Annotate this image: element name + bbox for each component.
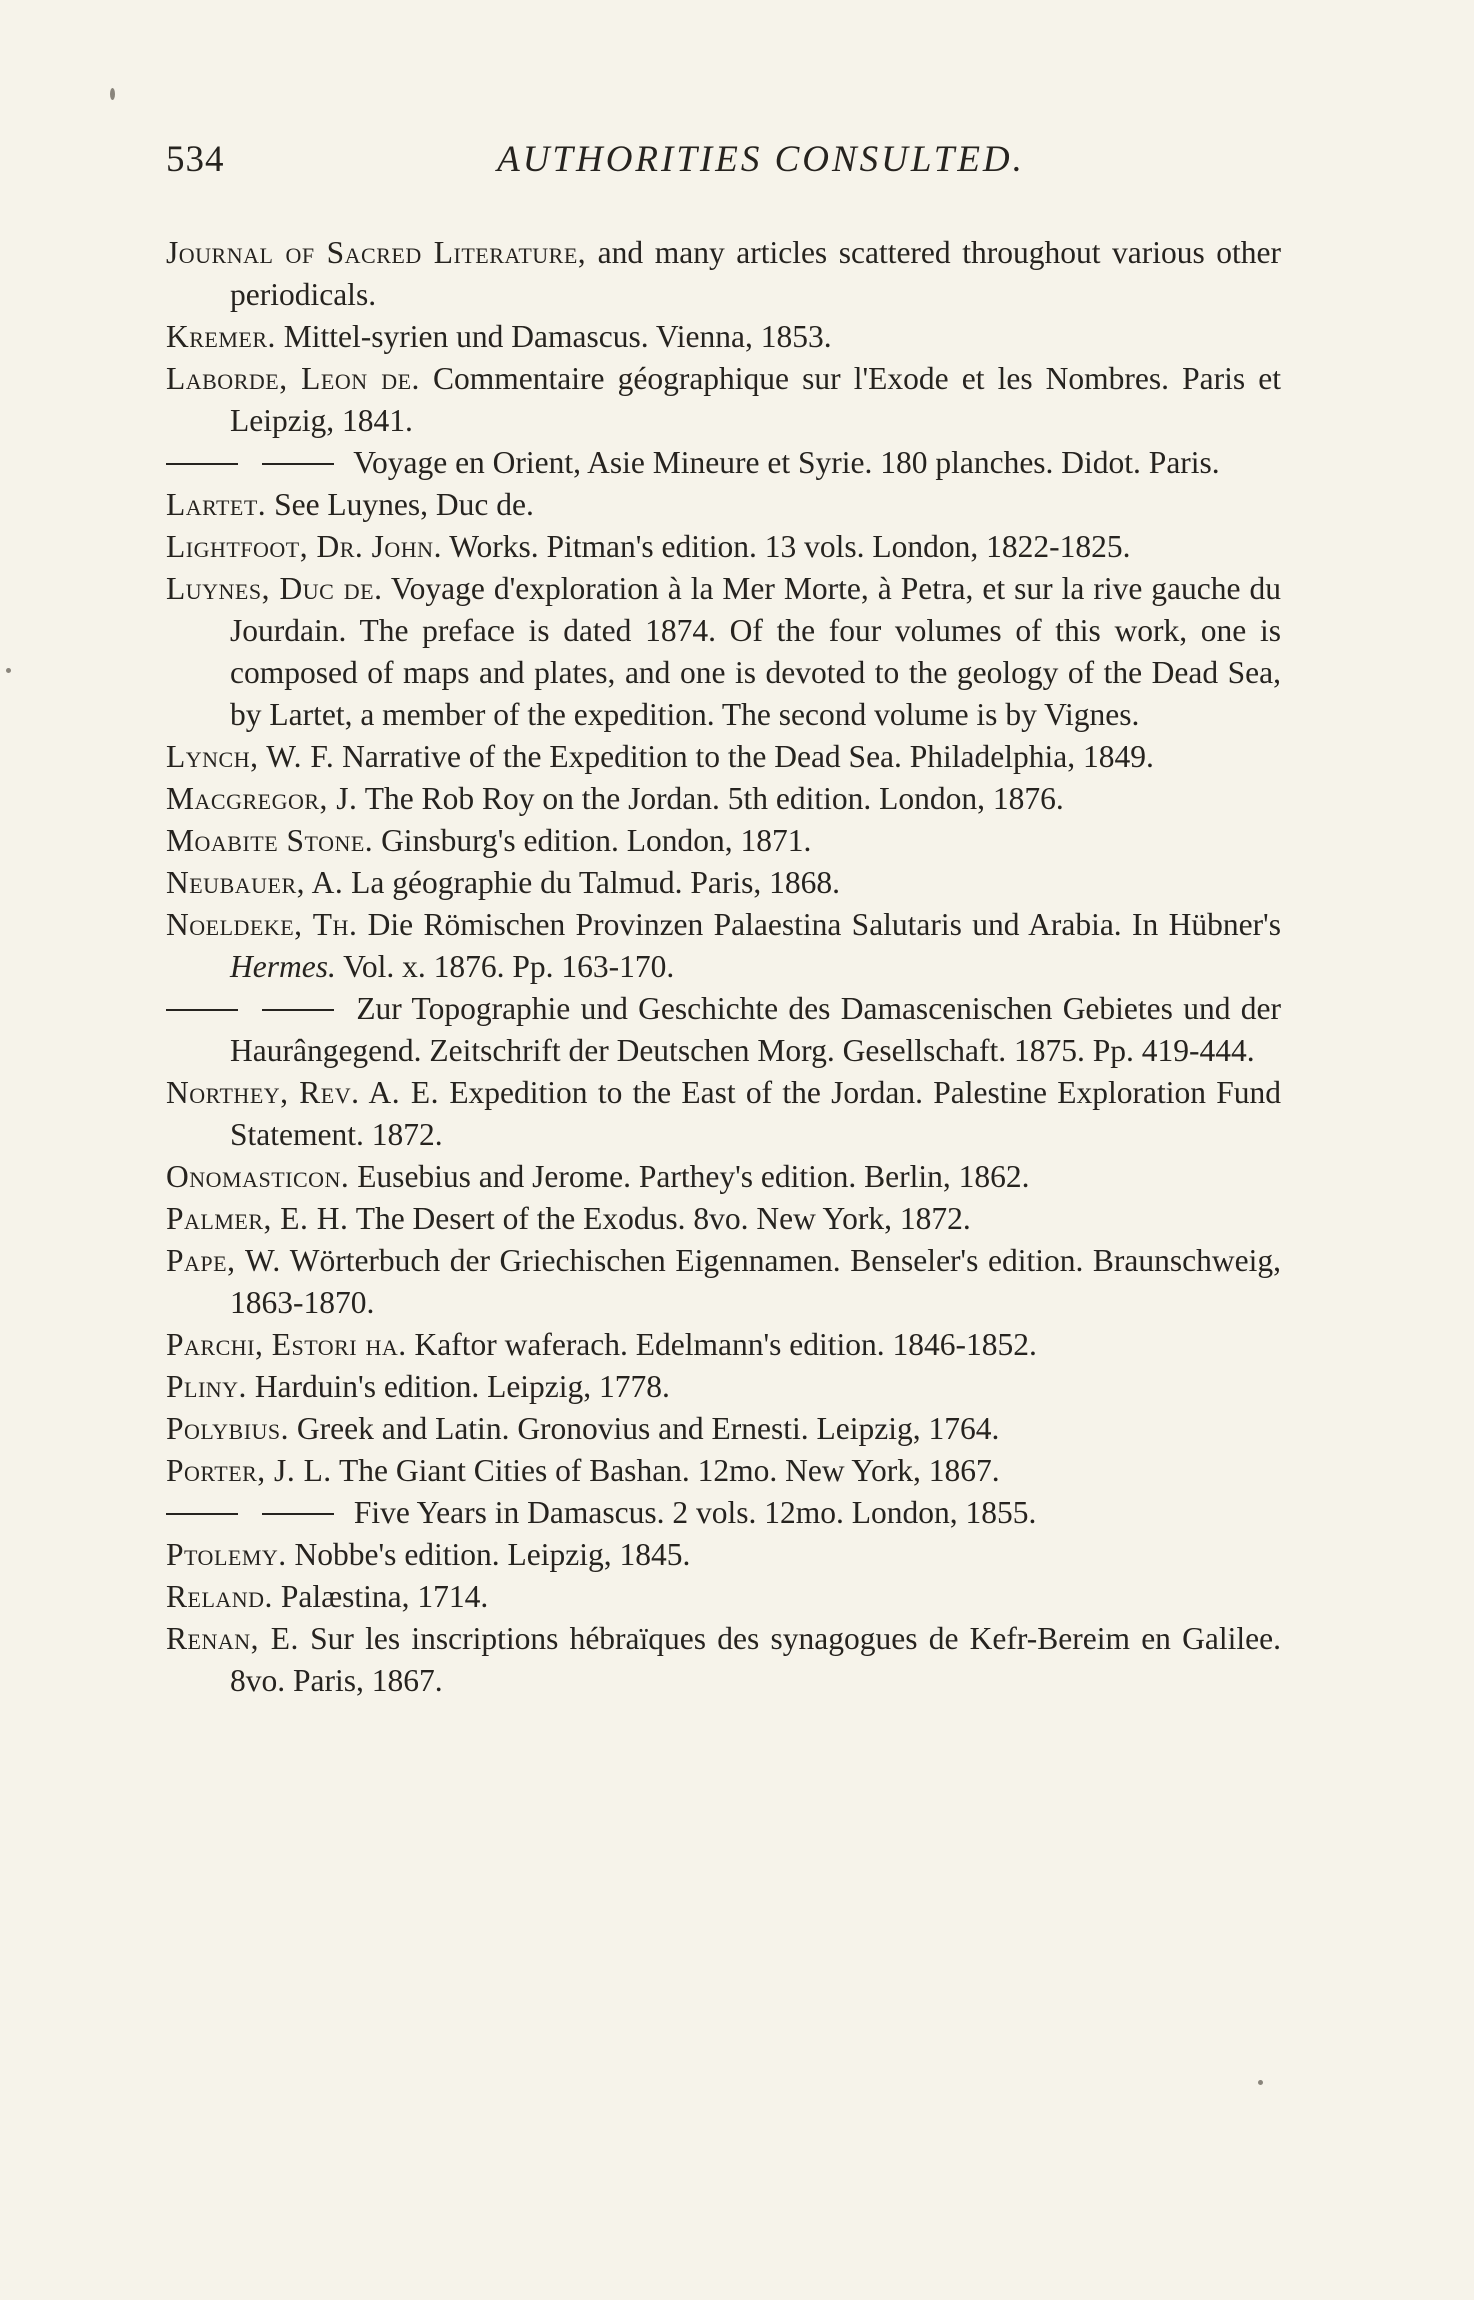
bibliography-list: [166, 232, 1281, 1702]
bibliography-entry: [166, 1072, 1281, 1156]
bibliography-entry: [166, 1618, 1281, 1702]
entry-text: Zur Topographie und Geschichte des Damascenischen Gebietes und der Haurângegend. Zeitschrift der Deutschen Morg. Gesellschaft. 1875. Pp. 419-444.: [230, 991, 1281, 1068]
entry-text: Nobbe's edition. Leipzig, 1845.: [286, 1537, 691, 1572]
entry-text: and many articles scattered throughout various other periodicals.: [230, 235, 1281, 312]
bibliography-entry: [166, 1534, 1281, 1576]
bibliography-entry: [166, 1240, 1281, 1324]
entry-author: Kremer.: [166, 319, 276, 354]
entry-journal-title: Hermes.: [230, 949, 336, 984]
bibliography-entry: [166, 358, 1281, 442]
entry-author: Northey, Rev. A. E.: [166, 1075, 440, 1110]
bibliography-entry: [166, 1198, 1281, 1240]
bibliography-entry: [166, 988, 1281, 1072]
page-header: [166, 138, 1286, 188]
scan-speck: [110, 88, 115, 100]
entry-text: Kaftor waferach. Edelmann's edition. 1846-1852.: [406, 1327, 1037, 1362]
ditto-dash: [166, 1513, 346, 1523]
bibliography-entry: [166, 736, 1281, 778]
running-head: AUTHORITIES CONSULTED.: [497, 139, 1025, 180]
entry-author: Ptolemy.: [166, 1537, 287, 1572]
ditto-dash: [166, 1009, 346, 1019]
entry-text: Narrative of the Expedition to the Dead Sea. Philadelphia, 1849.: [334, 739, 1154, 774]
entry-text: Eusebius and Jerome. Parthey's edition. Berlin, 1862.: [349, 1159, 1030, 1194]
entry-author: Renan, E.: [166, 1621, 299, 1656]
entry-text: Greek and Latin. Gronovius and Ernesti. Leipzig, 1764.: [289, 1411, 1000, 1446]
bibliography-entry: [166, 820, 1281, 862]
entry-author: Noeldeke, Th.: [166, 907, 358, 942]
entry-text: Voyage d'exploration à la Mer Morte, à Petra, et sur la rive gauche du Jourdain. The preface is dated 1874. Of the four volumes of this work, one is composed of maps and plates, and one is devoted to the geology of the Dead Sea, by Lartet, a member of the expedition. The second volume is by Vignes.: [230, 571, 1281, 732]
entry-text: Works. Pitman's edition. 13 vols. London, 1822-1825.: [441, 529, 1131, 564]
bibliography-entry: [166, 1408, 1281, 1450]
entry-text: The Rob Roy on the Jordan. 5th edition. London, 1876.: [357, 781, 1064, 816]
bibliography-entry: [166, 1492, 1281, 1534]
bibliography-entry: [166, 862, 1281, 904]
bibliography-entry: [166, 316, 1281, 358]
entry-text: Palæstina, 1714.: [272, 1579, 489, 1614]
entry-author: Neubauer, A.: [166, 865, 344, 900]
bibliography-entry: [166, 232, 1281, 316]
scan-speck: [6, 668, 11, 673]
entry-text: Five Years in Damascus. 2 vols. 12mo. London, 1855.: [346, 1495, 1037, 1530]
entry-text: Harduin's edition. Leipzig, 1778.: [246, 1369, 670, 1404]
bibliography-entry: [166, 778, 1281, 820]
bibliography-entry: [166, 1576, 1281, 1618]
entry-author: Lartet.: [166, 487, 267, 522]
entry-author: Laborde, Leon de.: [166, 361, 420, 396]
entry-author: Journal of Sacred Literature,: [166, 235, 587, 270]
entry-text: Expedition to the East of the Jordan. Palestine Exploration Fund Statement. 1872.: [230, 1075, 1281, 1152]
entry-author: Reland.: [166, 1579, 273, 1614]
entry-author: Palmer, E. H.: [166, 1201, 349, 1236]
entry-author: Pape, W.: [166, 1243, 281, 1278]
entry-text: Commentaire géographique sur l'Exode et les Nombres. Paris et Leipzig, 1841.: [230, 361, 1281, 438]
bibliography-entry: [166, 1450, 1281, 1492]
entry-text: Mittel-syrien und Damascus. Vienna, 1853.: [275, 319, 832, 354]
entry-text: The Giant Cities of Bashan. 12mo. New York, 1867.: [331, 1453, 1000, 1488]
ditto-dash: [166, 463, 346, 473]
bibliography-entry: [166, 904, 1281, 988]
bibliography-entry: [166, 1324, 1281, 1366]
bibliography-entry: [166, 484, 1281, 526]
bibliography-entry: [166, 1366, 1281, 1408]
entry-text: Ginsburg's edition. London, 1871.: [373, 823, 812, 858]
entry-author: Parchi, Estori ha.: [166, 1327, 407, 1362]
entry-text: Wörterbuch der Griechischen Eigennamen. Benseler's edition. Braunschweig, 1863-1870.: [230, 1243, 1281, 1320]
entry-author: Moabite Stone.: [166, 823, 374, 858]
page-number: 534: [166, 139, 225, 180]
entry-author: Lynch, W. F.: [166, 739, 335, 774]
scan-speck: [1258, 2080, 1263, 2085]
entry-text: La géographie du Talmud. Paris, 1868.: [343, 865, 841, 900]
bibliography-entry: [166, 1156, 1281, 1198]
entry-author: Luynes, Duc de.: [166, 571, 383, 606]
entry-text: See Luynes, Duc de.: [266, 487, 534, 522]
bibliography-entry: [166, 568, 1281, 736]
entry-text: Voyage en Orient, Asie Mineure et Syrie. 180 planches. Didot. Paris.: [346, 445, 1220, 480]
entry-text: Die Römischen Provinzen Palaestina Salutaris und Arabia. In Hübner's: [357, 907, 1281, 942]
entry-text: Sur les inscriptions hébraïques des synagogues de Kefr-Bereim en Galilee. 8vo. Paris, 1867.: [230, 1621, 1282, 1698]
entry-author: Lightfoot, Dr. John.: [166, 529, 442, 564]
entry-text: The Desert of the Exodus. 8vo. New York, 1872.: [348, 1201, 971, 1236]
bibliography-entry: [166, 442, 1281, 484]
entry-author: Macgregor, J.: [166, 781, 358, 816]
entry-author: Polybius.: [166, 1411, 290, 1446]
entry-author: Onomasticon.: [166, 1159, 350, 1194]
bibliography-entry: [166, 526, 1281, 568]
entry-author: Porter, J. L.: [166, 1453, 332, 1488]
entry-text-after: Vol. x. 1876. Pp. 163-170.: [335, 949, 675, 984]
entry-author: Pliny.: [166, 1369, 247, 1404]
